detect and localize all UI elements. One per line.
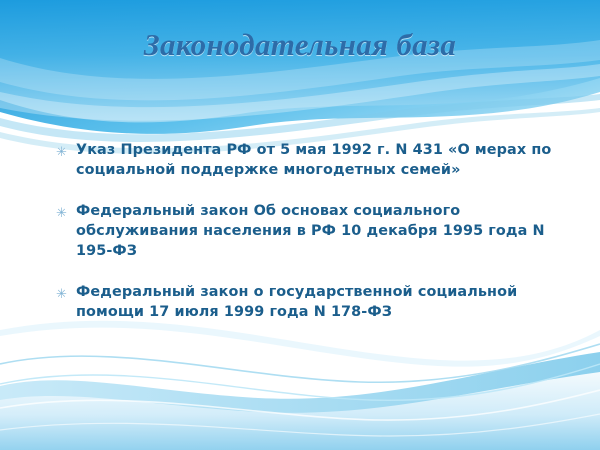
slide-title-area [0,26,600,64]
bullet-list [56,140,568,322]
list-item [56,140,568,180]
list-item [56,201,568,261]
list-item-text: Федеральный закон Об основах социального обслуживания населения в РФ 10 декабря 1995 года N 195-ФЗ [76,203,545,259]
list-item-text: Федеральный закон о государственной социальной помощи 17 июля 1999 года N 178-ФЗ [76,284,518,320]
bullet-marker-icon: ✳ [56,205,67,220]
list-item-text: Указ Президента РФ от 5 мая 1992 г. N 431 «О мерах по социальной поддержке многодетных семей» [76,142,552,178]
page-title: Законодательная база [143,27,457,62]
bullet-marker-icon: ✳ [56,286,67,301]
list-item [56,282,568,322]
bullet-marker-icon: ✳ [56,144,67,159]
